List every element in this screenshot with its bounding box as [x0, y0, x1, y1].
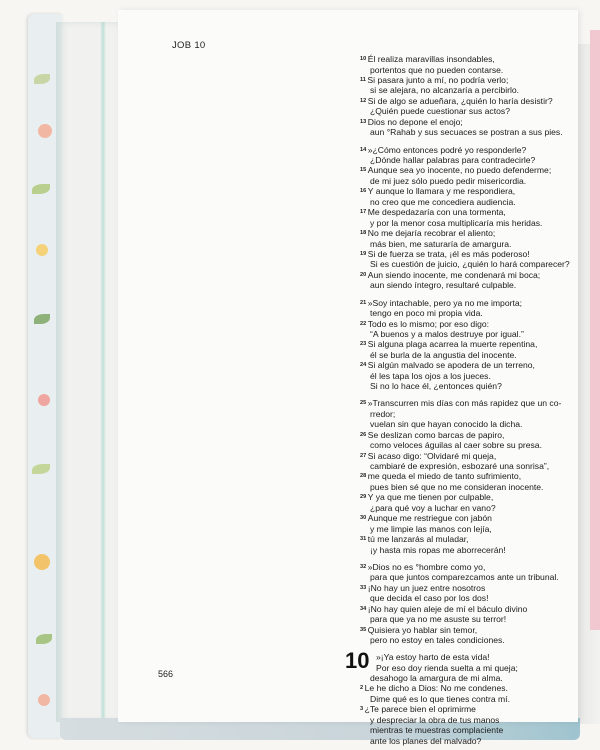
verse-line	[360, 75, 572, 86]
verse-text: ¡No hay quien aleje de mí el báculo divino	[367, 603, 528, 614]
verse-number: 18	[360, 230, 367, 236]
stanza	[360, 145, 572, 291]
verse-line	[360, 176, 572, 186]
chapter-block	[345, 648, 572, 746]
verse-text: Dime qué es lo que tienes contra mí.	[370, 694, 510, 704]
verse-line	[360, 218, 572, 228]
verse-line	[360, 419, 572, 429]
verse-number: 33	[360, 584, 367, 591]
stanza-list	[360, 54, 572, 645]
verse-text: para que juntos comparezcamos ante un tribunal.	[370, 572, 559, 583]
verse-line	[360, 207, 572, 218]
verse-text: No me dejaría recobrar el aliento;	[367, 228, 496, 239]
verse-text: portentos que no pueden contarse.	[370, 64, 504, 75]
verse-text: “A buenos y a malos destruye por igual.”	[370, 329, 524, 340]
verse-text: y por la menor cosa multiplicaría mis heridas.	[370, 217, 543, 228]
verse-number: 25	[360, 400, 367, 407]
verse-line	[360, 409, 572, 419]
verse-line	[360, 694, 572, 704]
verse-text: Si pasara junto a mí, no podría verlo;	[367, 75, 509, 86]
verse-line	[360, 482, 572, 492]
verse-text: aun °Rahab y sus secuaces se postran a sus pies.	[370, 127, 563, 138]
leaf-decoration	[34, 314, 50, 324]
verse-line	[360, 165, 572, 176]
leaf-decoration	[32, 464, 50, 474]
verse-line	[360, 715, 572, 725]
verse-line	[360, 197, 572, 207]
verse-text: Aunque me restriegue con jabón	[367, 513, 492, 524]
verse-number: 28	[360, 473, 367, 480]
leaf-decoration	[36, 634, 52, 644]
verse-number: 3	[360, 706, 364, 713]
verse-text: más bien, me saturaría de amargura.	[370, 238, 512, 249]
verse-text: pero no estoy en tales condiciones.	[370, 635, 505, 646]
verse-text: Si algún malvado se apodera de un terreno,	[367, 360, 535, 371]
verse-line	[360, 562, 572, 573]
verse-line	[360, 127, 572, 137]
stanza	[360, 54, 572, 138]
verse-number: 16	[360, 188, 367, 195]
verse-line	[360, 430, 572, 441]
verse-text: pues bien sé que no me consideran inocente.	[370, 481, 544, 492]
verse-number: 13	[360, 118, 367, 125]
leaf-decoration	[32, 184, 50, 194]
verse-line	[360, 614, 572, 624]
verse-number: 24	[360, 362, 367, 369]
verse-text: Me despedazaría con una tormenta,	[367, 207, 506, 218]
verse-line	[360, 604, 572, 615]
verse-text: y me limpie las manos con lejía,	[370, 523, 492, 534]
verse-line	[360, 625, 572, 636]
verse-text: Él realiza maravillas insondables,	[367, 54, 495, 65]
verse-number: 19	[360, 250, 367, 257]
flower-decoration	[38, 124, 52, 138]
verse-line	[360, 461, 572, 471]
verse-text: rredor;	[370, 409, 396, 419]
verse-line	[360, 106, 572, 116]
verse-text: »Dios no es °hombre como yo,	[367, 562, 486, 573]
verse-text: que decida el caso por los dos!	[370, 593, 489, 604]
verse-number: 23	[360, 341, 367, 348]
verse-line	[360, 339, 572, 350]
verse-number: 26	[360, 431, 367, 438]
verse-number: 31	[360, 536, 367, 543]
verse-text: cambiaré de expresión, esbozaré una sonrisa”,	[370, 461, 550, 472]
verse-text: Aun siendo inocente, me condenará mi boca;	[367, 269, 541, 280]
verse-line	[360, 259, 572, 269]
verse-line	[360, 350, 572, 360]
verse-line	[360, 725, 572, 735]
verse-text: Si no lo hace él, ¿entonces quién?	[370, 381, 502, 392]
verse-number: 11	[360, 76, 366, 83]
stanza	[360, 562, 572, 646]
verse-line	[360, 329, 572, 339]
verse-text: Y aunque lo llamara y me respondiera,	[367, 186, 516, 197]
verse-text: Le he dicho a Dios: No me condenes.	[364, 683, 508, 694]
verse-text: vuelan sin que hayan conocido la dicha.	[370, 419, 523, 430]
verse-line	[360, 298, 572, 309]
verse-text: Si es cuestión de juicio, ¿quién lo hará comparecer?	[370, 259, 570, 270]
verse-line	[360, 635, 572, 645]
verse-text: me queda el miedo de tanto sufrimiento,	[367, 471, 522, 482]
verse-text: ¿Te parece bien el oprimirme	[364, 704, 476, 715]
verse-line	[360, 736, 572, 746]
verse-line	[360, 249, 572, 260]
verse-line	[360, 471, 572, 482]
verse-number: 10	[360, 56, 367, 62]
verse-line	[360, 270, 572, 281]
verse-text: mientras te muestras complaciente	[370, 725, 504, 736]
verse-text: Y ya que me tienen por culpable,	[367, 492, 494, 503]
verse-number: 34	[360, 605, 367, 612]
verse-text: Si de algo se adueñara, ¿quién lo haría desistir?	[367, 95, 553, 106]
verse-line	[360, 704, 572, 715]
verse-number: 14	[360, 146, 367, 153]
verse-line	[360, 451, 572, 462]
verse-text: ¿Dónde hallar palabras para contradecirle?	[370, 155, 536, 166]
verse-number: 15	[360, 167, 367, 174]
verse-line	[360, 503, 572, 513]
flower-decoration	[38, 694, 50, 706]
chapter-lines	[360, 652, 572, 745]
verse-number: 17	[360, 209, 367, 216]
verse-line	[360, 652, 572, 662]
verse-text: Si de fuerza se trata, ¡él es más poderoso!	[367, 249, 530, 260]
leaf-decoration	[34, 74, 50, 84]
verse-text: si se alejara, no alcanzaría a percibirlo.	[370, 85, 520, 96]
flower-decoration	[34, 554, 50, 570]
verse-text: ¿Quién puede cuestionar sus actos?	[370, 106, 510, 117]
verse-number: 2	[360, 685, 364, 692]
verse-line	[360, 96, 572, 107]
verse-line	[360, 308, 572, 318]
verse-text: Aunque sea yo inocente, no puedo defenderme;	[367, 165, 552, 176]
verse-text: desahogo la amargura de mi alma.	[370, 673, 503, 684]
verse-text: Se deslizan como barcas de papiro,	[367, 429, 505, 440]
verse-text: para que ya no me asuste su terror!	[370, 614, 507, 625]
flower-decoration	[36, 244, 48, 256]
verse-line	[360, 54, 572, 65]
verse-line	[360, 673, 572, 683]
verse-text: y despreciar la obra de tus manos	[370, 714, 500, 725]
verse-text: aun siendo íntegro, resultaré culpable.	[370, 280, 517, 291]
verse-number: 32	[360, 563, 367, 570]
verse-text: »Transcurren mis días con más rapidez que un co-	[367, 398, 562, 409]
verse-text: de mi juez sólo puedo pedir misericordia.	[370, 175, 527, 186]
verse-text: »Soy intachable, pero ya no me importa;	[367, 297, 523, 308]
verse-line	[360, 440, 572, 450]
verse-line	[360, 280, 572, 290]
verse-text: tú me lanzarás al muladar,	[367, 534, 469, 545]
verse-line	[360, 319, 572, 330]
stanza	[360, 298, 572, 392]
verse-line	[360, 534, 572, 545]
verse-text: ¡No hay un juez entre nosotros	[367, 583, 486, 593]
verse-line	[360, 524, 572, 534]
verse-line	[360, 572, 572, 582]
page-number: 566	[158, 669, 174, 679]
verse-text: Si acaso digo: “Olvidaré mi queja,	[367, 450, 497, 461]
page-block-edge	[56, 22, 124, 722]
verse-text: ¿para qué voy a luchar en vano?	[370, 502, 496, 513]
verse-text: »¡Ya estoy harto de esta vida!	[376, 652, 490, 663]
verse-line	[360, 360, 572, 371]
page-edge-tint	[100, 22, 106, 722]
verse-text: él les tapa los ojos a los jueces.	[370, 370, 491, 381]
verse-text: Por eso doy rienda suelta a mi queja;	[376, 662, 518, 673]
verse-line	[360, 186, 572, 197]
verse-line	[360, 492, 572, 503]
running-header: JOB 10	[172, 40, 206, 51]
verse-text: Dios no depone el enojo;	[367, 116, 463, 127]
verse-line	[360, 513, 572, 524]
verse-text: tengo en poco mi propia vida.	[370, 308, 483, 319]
verse-text: Quisiera yo hablar sin temor,	[367, 624, 478, 635]
verse-text: no creo que me concediera audiencia.	[370, 196, 516, 207]
verse-text: »¿Cómo entonces podré yo responderle?	[367, 144, 527, 155]
verse-text: él se burla de la angustia del inocente.	[370, 349, 517, 360]
verse-line	[360, 228, 572, 239]
verse-number: 27	[360, 452, 367, 459]
verse-line	[360, 381, 572, 391]
verse-line	[360, 683, 572, 694]
verse-number: 29	[360, 494, 367, 501]
verse-number: 35	[360, 626, 367, 633]
verse-number: 12	[360, 97, 367, 104]
verse-line	[360, 398, 572, 409]
verse-number: 22	[360, 320, 367, 327]
verse-line	[360, 663, 572, 673]
verse-line	[360, 371, 572, 381]
verse-text: Todo es lo mismo; por eso digo:	[367, 318, 490, 329]
verse-line	[360, 593, 572, 603]
verse-number: 30	[360, 515, 367, 522]
verse-text: como veloces águilas al caer sobre su presa.	[370, 440, 542, 451]
verse-text: ¡y hasta mis ropas me aborrecerán!	[370, 544, 506, 555]
verse-line	[360, 65, 572, 75]
stanza	[360, 398, 572, 554]
scripture-column	[345, 54, 572, 746]
verse-text: Si alguna plaga acarrea la muerte repentina,	[367, 339, 538, 350]
bookmark-ribbon	[590, 30, 600, 630]
verse-line	[360, 85, 572, 95]
flower-decoration	[38, 394, 50, 406]
verse-number: 20	[360, 271, 367, 278]
verse-number: 21	[360, 299, 367, 306]
verse-line	[360, 155, 572, 165]
verse-line	[360, 583, 572, 594]
verse-line	[360, 545, 572, 555]
chapter-number: 10	[345, 648, 370, 674]
verse-line	[360, 239, 572, 249]
verse-line	[360, 145, 572, 156]
verse-text: ante los planes del malvado?	[370, 735, 482, 746]
verse-line	[360, 117, 572, 128]
